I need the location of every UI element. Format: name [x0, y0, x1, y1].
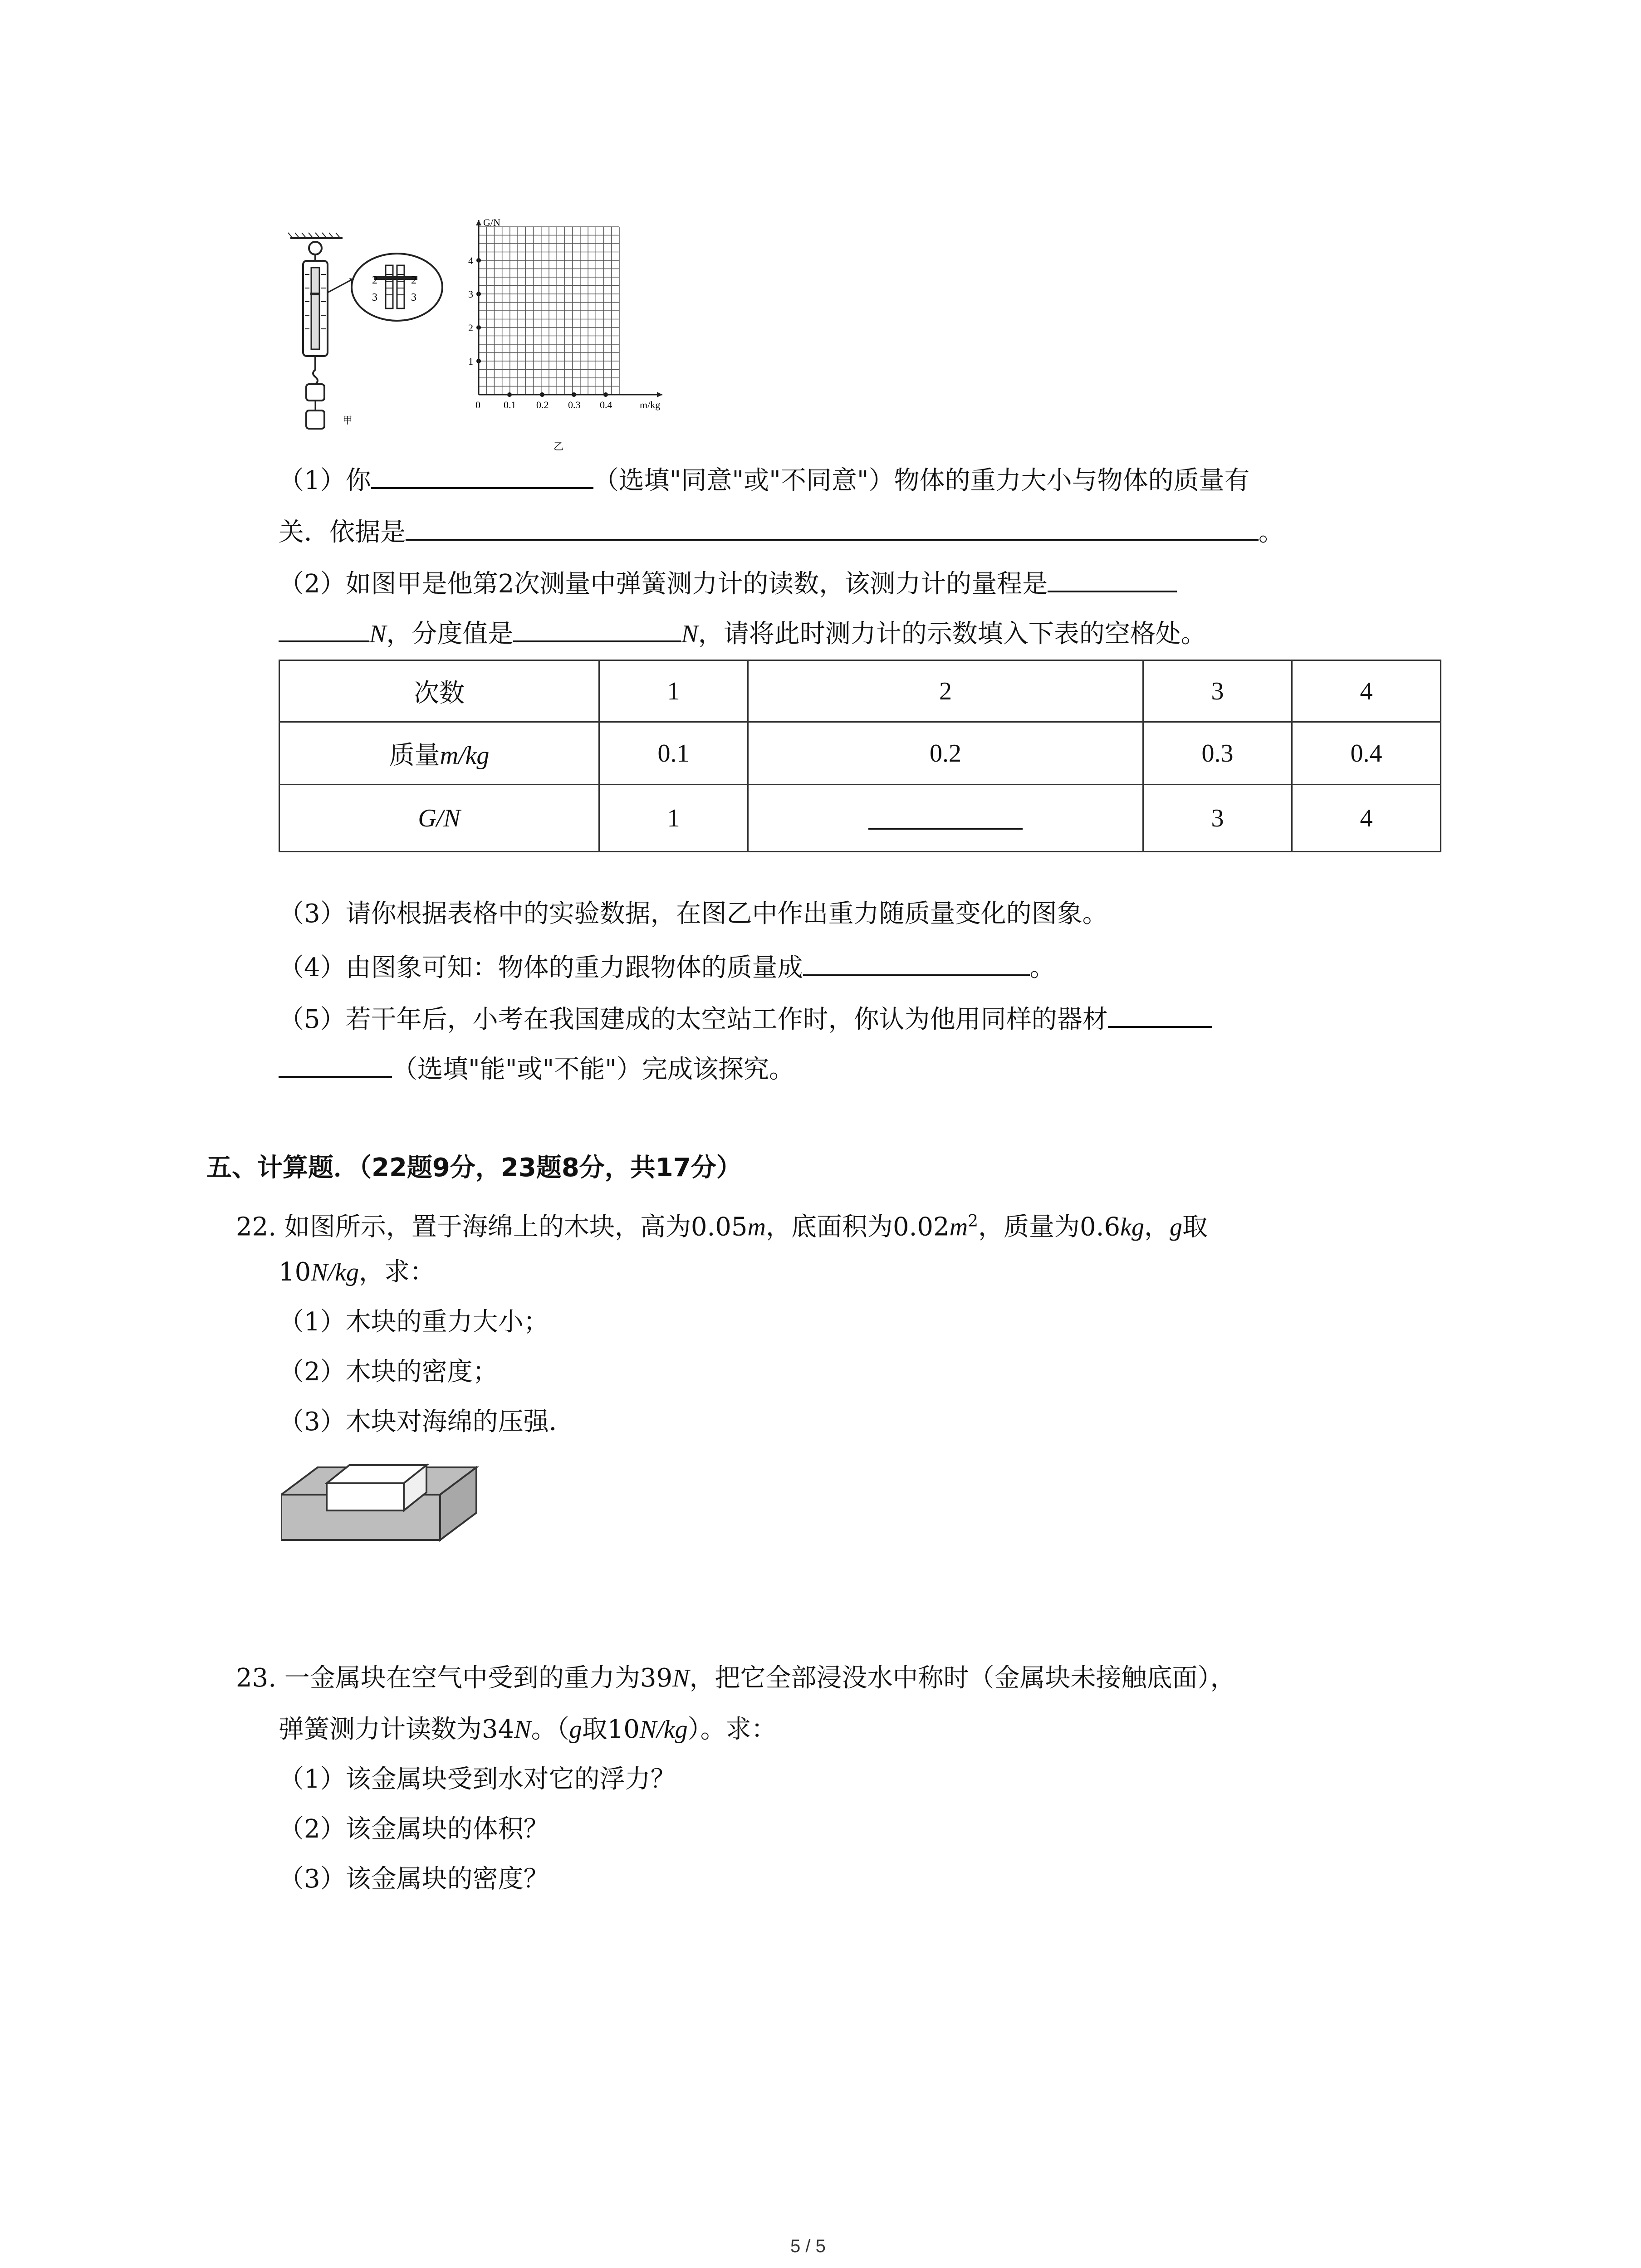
q21-part2-line1: （2）如图甲是他第2次测量中弹簧测力计的读数，该测力计的量程是: [279, 567, 1177, 600]
table-cell: 3: [1143, 785, 1292, 852]
q23-sub2: （2）该金属块的体积？: [279, 1814, 549, 1844]
table-cell: 质量m/kg: [279, 722, 599, 785]
answer-blank-range[interactable]: [1048, 567, 1177, 592]
y-tick-3: 3: [468, 288, 473, 300]
spring-scale-figure: [281, 225, 449, 438]
table-row-weight: [279, 785, 1441, 852]
table-cell: 4: [1292, 660, 1441, 722]
q23-sub1: （1）该金属块受到水对它的浮力？: [279, 1765, 676, 1794]
x-tick-3: 0.3: [568, 399, 581, 411]
y-tick-2: 2: [468, 322, 473, 333]
q23-line1: 23. 一金属块在空气中受到的重力为39N，把它全部浸没水中称时（金属块未接触底面），: [236, 1663, 1236, 1693]
g-m-graph: [458, 213, 694, 413]
answer-blank-reading[interactable]: [868, 801, 1023, 830]
answer-blank-division[interactable]: [513, 617, 681, 642]
q21-part1-line1: （1）你 （选填"同意"或"不同意"）物体的重力大小与物体的质量有: [279, 464, 1250, 497]
answer-blank-proportion[interactable]: [803, 951, 1030, 976]
figure-yi-label: 乙: [554, 441, 564, 452]
table-cell: 0.2: [748, 722, 1143, 785]
gauge-label-right-bottom: 3: [411, 292, 416, 303]
answer-blank-can[interactable]: [1108, 1002, 1212, 1028]
x-axis-label: m/kg: [640, 399, 661, 411]
table-cell: 0.4: [1292, 722, 1441, 785]
q21-part2-line2: N，分度值是 N，请将此时测力计的示数填入下表的空格处。: [279, 617, 1206, 650]
q21-part1-line2: 关．依据是 。: [279, 515, 1284, 548]
q21-part3: （3）请你根据表格中的实验数据，在图乙中作出重力随质量变化的图象。: [279, 899, 1108, 929]
page-number: 5 / 5: [790, 2236, 826, 2256]
figure-jia-label: 甲: [343, 415, 353, 426]
q23-sub3: （3）该金属块的密度？: [279, 1864, 549, 1894]
q21-part5-line2: （选填"能"或"不能"）完成该探究。: [279, 1052, 794, 1085]
y-axis-label: G/N: [483, 217, 500, 228]
x-tick-2: 0.2: [536, 399, 549, 411]
section-heading: 五、计算题．（22题9分，23题8分，共17分）: [206, 1153, 742, 1183]
table-cell: 2: [748, 660, 1143, 722]
answer-blank-can-cont[interactable]: [279, 1052, 392, 1078]
answer-blank-agree[interactable]: [371, 464, 593, 489]
wood-block-on-sponge-figure: [281, 1458, 481, 1545]
x-tick-1: 0.1: [504, 399, 516, 411]
y-tick-1: 1: [468, 356, 473, 367]
q21-part5-line1: （5）若干年后，小考在我国建成的太空站工作时，你认为他用同样的器材: [279, 1002, 1212, 1036]
answer-blank-basis[interactable]: [406, 515, 1259, 541]
table-cell-blank: [748, 785, 1143, 852]
table-cell: 1: [599, 785, 748, 852]
q22-sub2: （2）木块的密度；: [279, 1357, 498, 1387]
table-cell: 次数: [279, 660, 599, 722]
q22-line1: 22. 如图所示，置于海绵上的木块，高为0.05m，底面积为$0.02m^2$，质量为0.6kg，g取: [236, 1212, 1208, 1242]
table-row-mass: [279, 722, 1441, 785]
y-tick-4: 4: [468, 255, 473, 266]
q22-sub3: （3）木块对海绵的压强．: [279, 1407, 574, 1437]
q22-sub1: （1）木块的重力大小；: [279, 1307, 549, 1337]
gauge-label-right-top: 2: [411, 274, 416, 286]
q23-line2: 弹簧测力计读数为34N。（g取10N/kg）。求：: [279, 1715, 777, 1744]
table-cell: 0.1: [599, 722, 748, 785]
gauge-label-left-top: 2: [372, 274, 377, 286]
q22-line2: 10N/kg，求：: [279, 1257, 436, 1287]
table-cell: 4: [1292, 785, 1441, 852]
answer-blank-range-cont[interactable]: [279, 617, 369, 642]
data-table: [279, 660, 1441, 852]
q21-part4: （4）由图象可知：物体的重力跟物体的质量成 。: [279, 951, 1055, 984]
graph-grid: [476, 227, 619, 397]
table-cell: 0.3: [1143, 722, 1292, 785]
table-cell: 3: [1143, 660, 1292, 722]
gauge-label-left-bottom: 3: [372, 292, 377, 303]
table-cell: 1: [599, 660, 748, 722]
table-cell: G/N: [279, 785, 599, 852]
x-tick-0: 0: [475, 399, 480, 411]
x-tick-4: 0.4: [600, 399, 612, 411]
table-row-trials: [279, 660, 1441, 722]
